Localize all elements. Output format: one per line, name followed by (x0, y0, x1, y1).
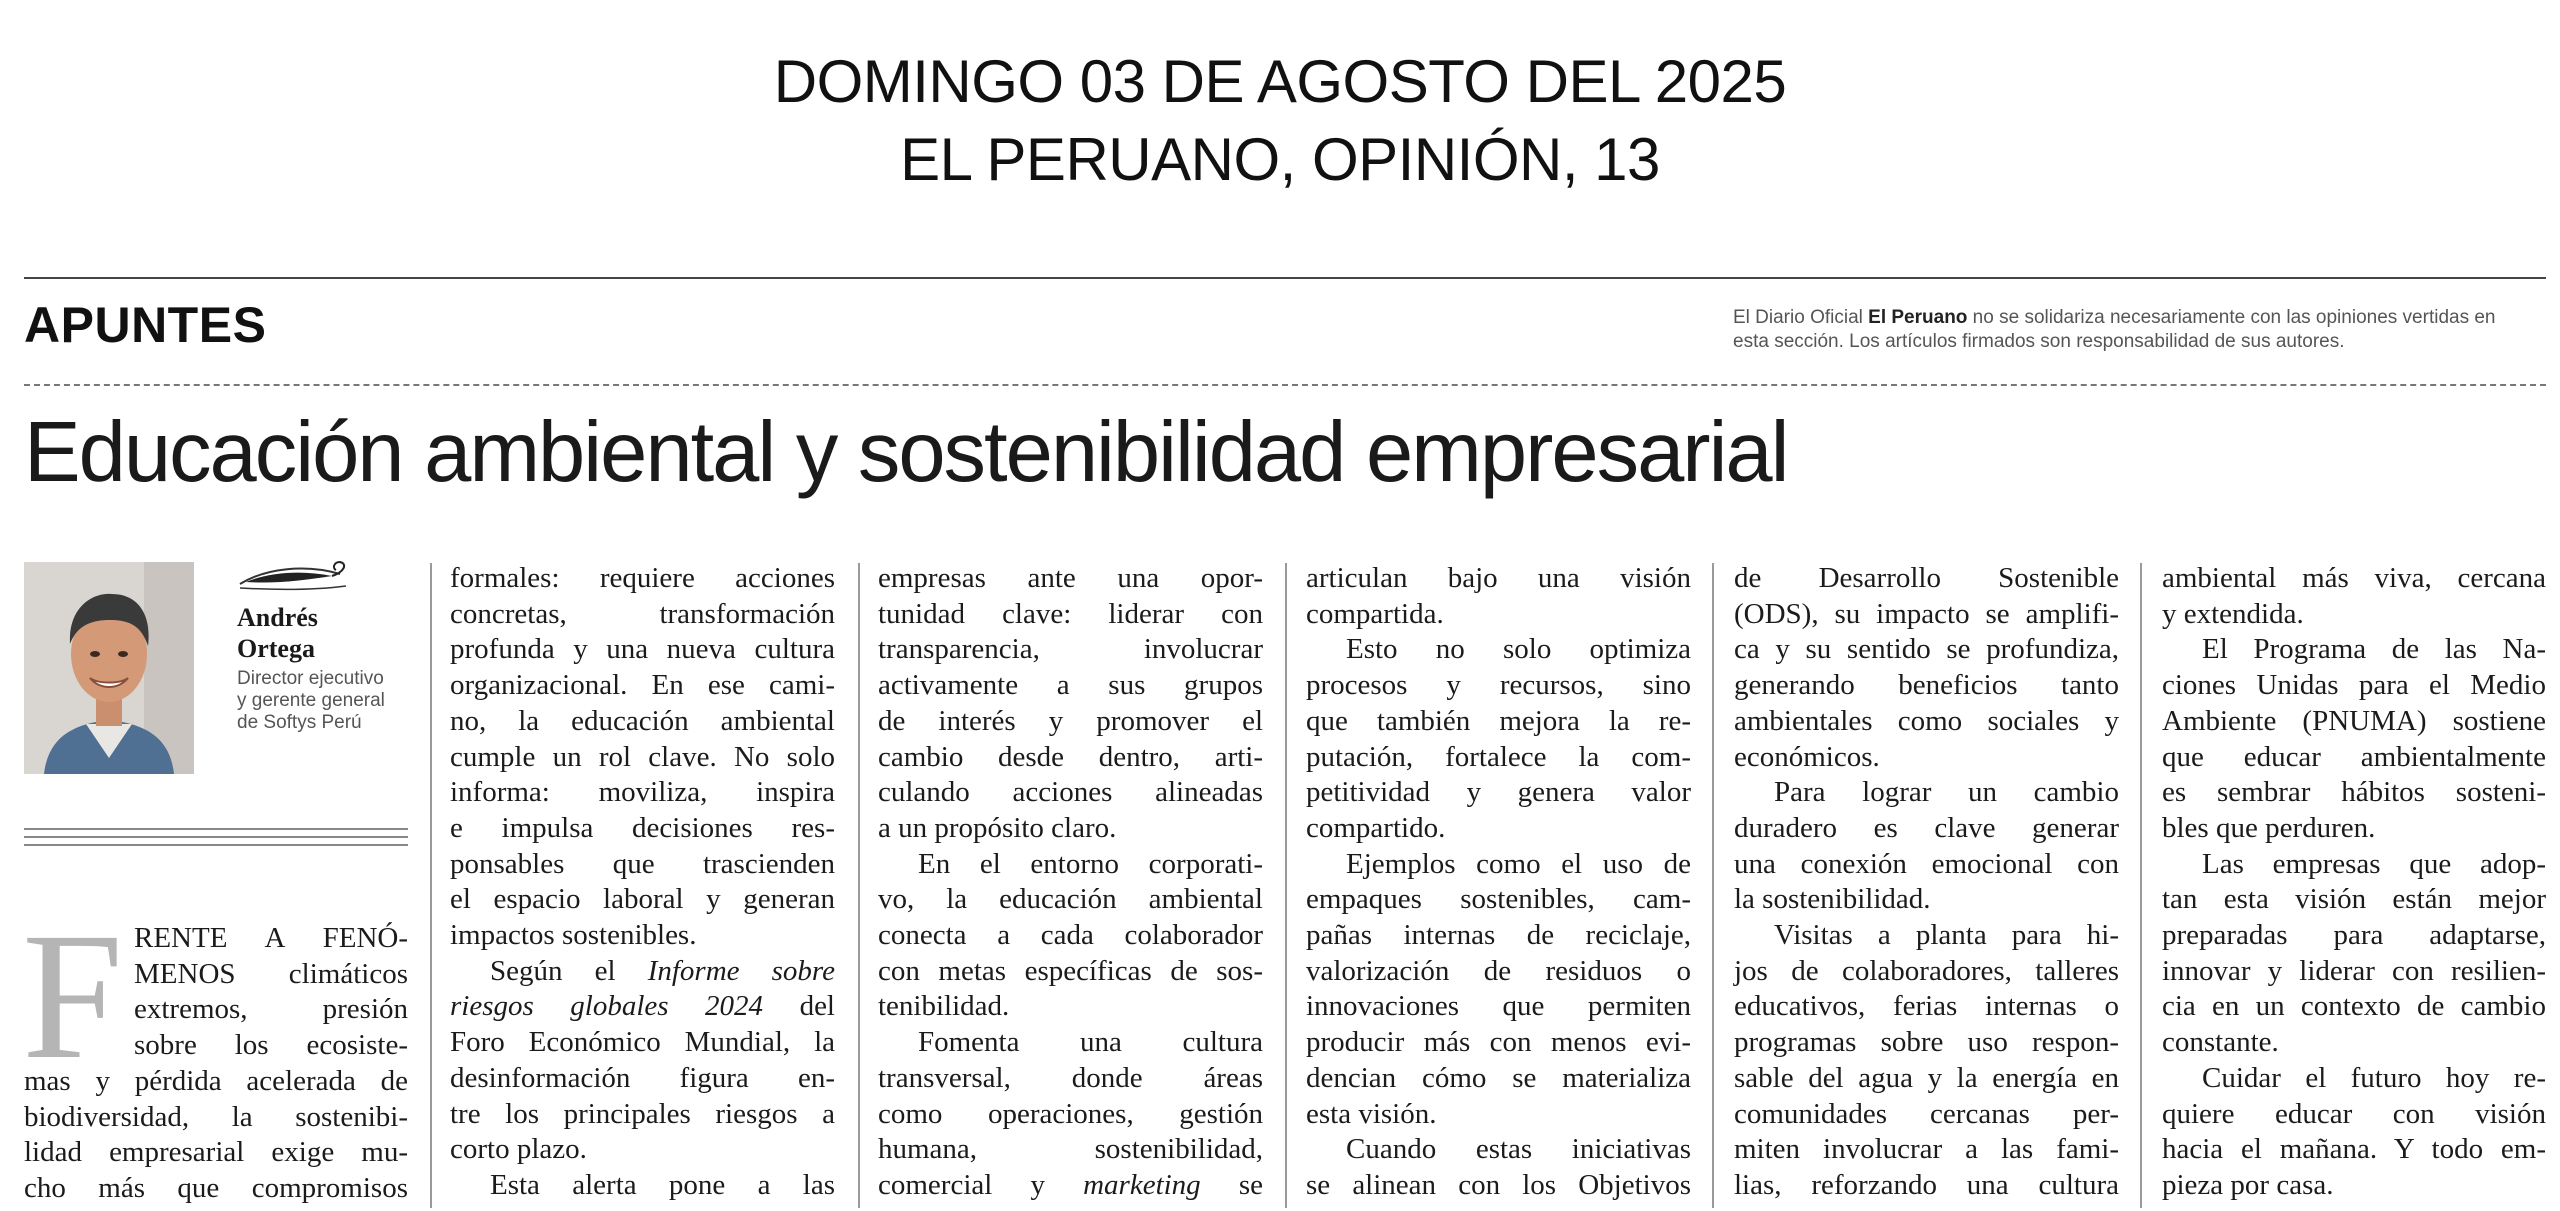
article-line: esta visión. (1306, 1097, 1437, 1130)
disclaimer-brand: El Peruano (1868, 307, 1968, 328)
article-line: programas sobre uso respon- (1734, 1026, 2119, 1059)
author-title-line: y gerente general (237, 690, 385, 711)
disclaimer (1733, 306, 2533, 354)
article-line: tre los principales riesgos a (450, 1097, 835, 1130)
article-line: Para lograr un cambio (1774, 776, 2119, 809)
dashed-rule (24, 384, 2546, 386)
disclaimer-line2: esta sección. Los artículos firmados son responsabilidad de sus autores. (1733, 331, 2345, 352)
article-line: económicos. (1734, 740, 1880, 773)
dateline-publication: EL PERUANO, OPINIÓN, 13 (900, 126, 1660, 193)
article-line: la sostenibilidad. (1734, 883, 1931, 916)
byline-rule (24, 828, 408, 830)
author-first-name: Andrés (237, 603, 318, 632)
article-line: Según el Informe sobre (490, 954, 835, 987)
article-line: pieza por casa. (2162, 1168, 2334, 1201)
article-line: ponsables que trascienden (450, 847, 835, 880)
article-line: el espacio laboral y generan (450, 883, 835, 916)
article-line: comercial y marketing se (878, 1168, 1263, 1201)
article-line: constante. (2162, 1026, 2279, 1059)
article-line: generando beneficios tanto (1734, 669, 2119, 702)
article-line: que educar ambientalmente (2162, 740, 2546, 773)
top-rule (24, 277, 2546, 279)
article-line: Visitas a planta para hi- (1774, 919, 2119, 951)
headline: Educación ambiental y sostenibilidad empresarial (24, 404, 1788, 499)
article-line: activamente a sus grupos (878, 669, 1263, 702)
article-line: preparadas para adaptarse, (2162, 919, 2546, 951)
column-rule (2140, 563, 2142, 1208)
section-title: APUNTES (24, 297, 267, 353)
article-line: biodiversidad, la sostenibi- (24, 1100, 408, 1133)
article-line: Ejemplos como el uso de (1346, 847, 1691, 880)
article-line: tenibilidad. (878, 990, 1010, 1023)
article-line: impactos sostenibles. (450, 919, 697, 951)
article-line: Cuidar el futuro hoy re- (2202, 1061, 2546, 1094)
article-line: culando acciones alineadas (878, 776, 1263, 809)
article-line: lidad empresarial exige mu- (24, 1136, 408, 1169)
article-line: educativos, ferias internas o (1734, 990, 2119, 1023)
article-line: desinformación figura en- (450, 1061, 835, 1094)
article-line: riesgos globales 2024 del (450, 990, 835, 1023)
article-line: jos de colaboradores, talleres (1734, 954, 2119, 987)
article-line: es sembrar hábitos sosteni- (2162, 776, 2546, 809)
author-title (237, 668, 412, 734)
article-line: organizacional. En ese cami- (450, 669, 835, 702)
dateline-date: DOMINGO 03 DE AGOSTO DEL 2025 (773, 48, 1787, 115)
article-line: Esto no solo optimiza (1346, 633, 1691, 666)
author-last-name: Ortega (237, 634, 315, 663)
article-line: extremos, presión (134, 993, 408, 1026)
article-line: conecta a cada colaborador (878, 919, 1263, 951)
article-line: empresas ante una opor- (878, 562, 1263, 594)
article-line: producir más con menos evi- (1306, 1026, 1691, 1059)
article-line: formales: requiere acciones (450, 562, 835, 594)
article-line: se alinean con los Objetivos (1306, 1168, 1691, 1201)
article-line: cumple un rol clave. No solo (450, 740, 835, 773)
article-line: informa: moviliza, inspira (450, 776, 835, 809)
article-line: El Programa de las Na- (2202, 633, 2546, 666)
disclaimer-post: no se solidariza necesariamente con las opiniones vertidas en (1967, 307, 2496, 328)
article-line: Foro Económico Mundial, la (450, 1026, 835, 1059)
column-rule (1285, 563, 1287, 1208)
article-line: de Desarrollo Sostenible (1734, 562, 2119, 594)
author-title-line: de Softys Perú (237, 712, 362, 733)
article-line: comunidades cercanas per- (1734, 1097, 2119, 1130)
article-line: compartida. (1306, 597, 1444, 630)
article-line: En el entorno corporati- (918, 847, 1263, 880)
article-line: empaques sostenibles, cam- (1306, 883, 1691, 916)
article-line: mas y pérdida acelerada de (24, 1064, 408, 1097)
article-line: RENTE A FENÓ- (134, 922, 408, 954)
article-line: MENOS climáticos (134, 957, 408, 990)
article-line: de interés y promover el (878, 704, 1263, 737)
article-line: humana, sostenibilidad, (878, 1133, 1263, 1166)
column-rule (430, 563, 432, 1208)
article-line: profunda y una nueva cultura (450, 633, 835, 666)
article-line: innovaciones que permiten (1306, 990, 1691, 1023)
article-line: transversal, donde áreas (878, 1061, 1263, 1094)
article-line: vo, la educación ambiental (878, 883, 1263, 916)
article-line: sobre los ecosiste- (134, 1029, 408, 1062)
article-line: Las empresas que adop- (2202, 847, 2546, 880)
author-photo (24, 562, 194, 774)
article-line: a un propósito claro. (878, 811, 1117, 844)
author-title-line: Director ejecutivo (237, 668, 384, 689)
article-line: putación, fortalece la com- (1306, 740, 1691, 773)
column-rule (858, 563, 860, 1208)
article-line: cambio desde dentro, arti- (878, 740, 1263, 773)
article-line: quiere educar con visión (2162, 1097, 2546, 1130)
article-line: dencian cómo se materializa (1306, 1061, 1691, 1094)
drop-cap: F (22, 896, 124, 1097)
article-line: como operaciones, gestión (878, 1097, 1263, 1130)
article-line: e impulsa decisiones res- (450, 811, 835, 844)
article-line: no, la educación ambiental (450, 704, 835, 737)
article-line: duradero es clave generar (1734, 811, 2119, 844)
article-line: ciones Unidas para el Medio (2162, 669, 2546, 702)
article-line: innovar y liderar con resilien- (2162, 954, 2546, 987)
article-line: Ambiente (PNUMA) sostiene (2162, 704, 2546, 737)
article-line: tan esta visión están mejor (2162, 883, 2546, 916)
article-line: Fomenta una cultura (918, 1026, 1263, 1059)
article-line: con metas específicas de sos- (878, 954, 1263, 987)
article-line: una conexión emocional con (1734, 847, 2119, 880)
article-line: hacia el mañana. Y todo em- (2162, 1133, 2546, 1166)
article-line: procesos y recursos, sino (1306, 669, 1691, 702)
article-line: transparencia, involucrar (878, 633, 1263, 666)
article-line: (ODS), su impacto se amplifi- (1734, 597, 2119, 630)
article-line: ambiental más viva, cercana (2162, 562, 2546, 594)
author-name (237, 602, 318, 664)
disclaimer-pre: El Diario Oficial (1733, 307, 1869, 328)
article-line: tunidad clave: liderar con (878, 597, 1263, 630)
article-line: corto plazo. (450, 1133, 587, 1166)
article-line: Cuando estas iniciativas (1346, 1133, 1691, 1166)
column-rule (1712, 563, 1714, 1208)
article-line: lias, reforzando una cultura (1734, 1168, 2119, 1201)
article-line: valorización de residuos o (1306, 954, 1691, 987)
article-line: concretas, transformación (450, 597, 835, 630)
article-line: que también mejora la re- (1306, 704, 1691, 737)
byline-rule (24, 836, 408, 838)
article-line: sable del agua y la energía en (1734, 1061, 2119, 1094)
article-line: ca y su sentido se profundiza, (1734, 633, 2119, 666)
article-line: pañas internas de reciclaje, (1306, 919, 1691, 951)
article-line: bles que perduren. (2162, 811, 2376, 844)
article-line: articulan bajo una visión (1306, 562, 1691, 594)
article-line: cho más que compromisos (24, 1171, 408, 1204)
article-line: compartido. (1306, 811, 1446, 844)
article-line: petitividad y genera valor (1306, 776, 1691, 809)
article-line: y extendida. (2162, 597, 2304, 630)
article-line: ambientales como sociales y (1734, 704, 2119, 737)
byline-rule (24, 844, 408, 846)
article-line: Esta alerta pone a las (490, 1168, 835, 1201)
quill-icon (236, 560, 350, 594)
article-line: miten involucrar a las fami- (1734, 1133, 2119, 1166)
article-line: cia en un contexto de cambio (2162, 990, 2546, 1023)
